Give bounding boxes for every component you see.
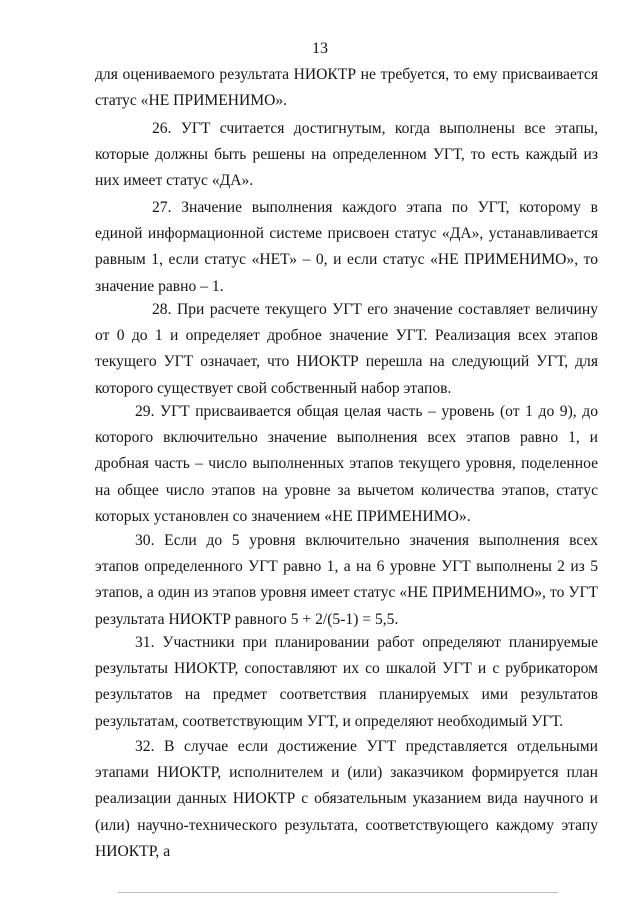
paragraph-29: 29. УГТ присваивается общая целая часть – уровень (от 1 до 9), до которого включительно значение выполнения всех этапов равно 1, и дробная часть – число выполненных этапов текущего уровня, поделенное на общее число этапов на уровне за вычетом количества этапов, статус которых установлен со значением «НЕ ПРИМЕНИМО». [95,403,598,525]
paragraph-28: 28. При расчете текущего УГТ его значение составляет величину от 0 до 1 и определяет дробное значение УГТ. Реализация всех этапов текущего УГТ означает, что НИОКТР перешла на следующий УГТ, для которого существует свой собственный набор этапов. [95,301,598,397]
paragraph-30: 30. Если до 5 уровня включительно значения выполнения всех этапов определенного УГТ равно 1, а на 6 уровне УГТ выполнены 2 из 5 этапов, а один из этапов уровня имеет статус «НЕ ПРИМЕНИМО», то УГТ результата НИОКТР равного 5 + 2/(5-1) = 5,5. [95,532,598,628]
paragraph-continuation: для оцениваемого результата НИОКТР не требуется, то ему присваивается статус «НЕ ПРИМЕНИМО». [95,66,598,110]
paragraph-26: 26. УГТ считается достигнутым, когда выполнены все этапы, которые должны быть решены на определенном УГТ, то есть каждый из них имеет статус «ДА». [95,120,598,190]
bottom-edge-line [118,892,558,893]
page-number: 13 [312,40,328,57]
paragraph-31: 31. Участники при планировании работ определяют планируемые результаты НИОКТР, сопоставляют их со шкалой УГТ и с рубрикатором результатов на предмет соответствия планируемых ими результатов результатам, соответствующим УГТ, и определяют необходимый УГТ. [95,634,598,730]
paragraph-27: 27. Значение выполнения каждого этапа по УГТ, которому в единой информационной системе присвоен статус «ДА», устанавливается равным 1, если статус «НЕТ» – 0, и если статус «НЕ ПРИМЕНИМО», то значение равно – 1. [95,199,598,295]
paragraph-32: 32. В случае если достижение УГТ представляется отдельными этапами НИОКТР, исполнителем и (или) заказчиком формируется план реализации данных НИОКТР с обязательным указанием вида научного и (или) научно-технического результата, соответствующего каждому этапу НИОКТР, а [95,738,598,860]
